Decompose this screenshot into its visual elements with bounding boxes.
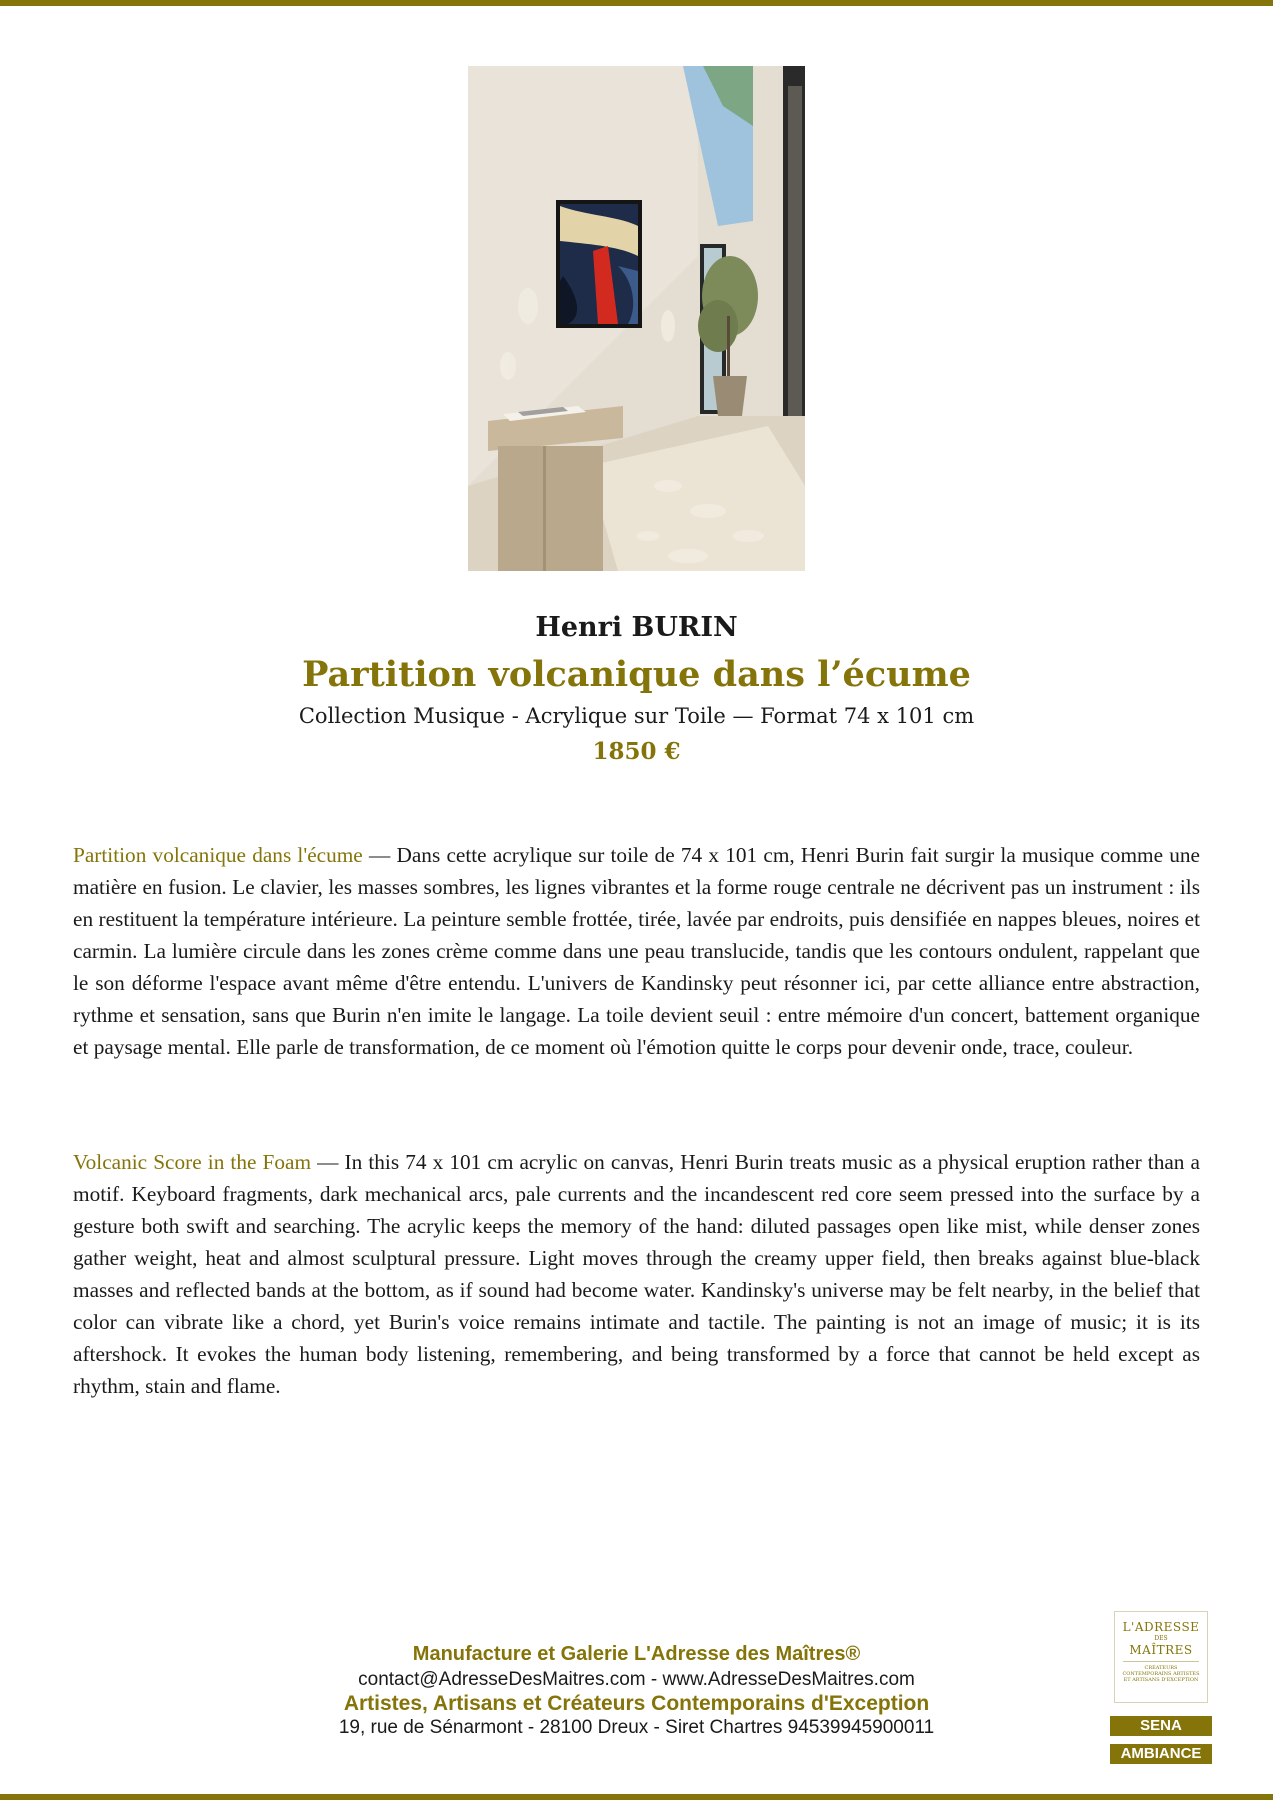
description-french	[73, 839, 1200, 1063]
description-french-lead: Partition volcanique dans l'écume	[73, 843, 363, 867]
description-english-text: — In this 74 x 101 cm acrylic on canvas, Henri Burin treats music as a physical eruption rather than a motif. Keyboard fragments, dark mechanical arcs, pale currents and the incandescent red core seem pressed into the surface by a gesture both swift and searching. The acrylic keeps the memory of the hand: diluted passages open like mist, while denser zones gather weight, heat and almost sculptural pressure. Light moves through the creamy upper field, then breaks against blue-black masses and reflected bands at the bottom, as if sound had become water. Kandinsky's universe may be felt nearby, in the belief that color can vibrate like a chord, yet Burin's voice remains intimate and tactile. The painting is not an image of music; it is its aftershock. It evokes the human body listening, remembering, and being transformed by a force that cannot be held except as rhythm, stain and flame.	[73, 1150, 1200, 1398]
ambiance-badge: AMBIANCE	[1110, 1744, 1212, 1764]
artwork-title: Partition volcanique dans l’écume	[302, 654, 971, 695]
footer-contact: contact@AdresseDesMaitres.com - www.AdresseDesMaitres.com	[358, 1669, 915, 1690]
bottom-border	[0, 1794, 1273, 1800]
description-english-lead: Volcanic Score in the Foam	[73, 1150, 312, 1174]
footer-address: 19, rue de Sénarmont - 28100 Dreux - Siret Chartres 94539945900011	[338, 1717, 935, 1738]
sena-badge: SENA	[1110, 1716, 1212, 1736]
logo-divider	[1123, 1661, 1199, 1662]
artwork-price: 1850 €	[592, 738, 681, 765]
artist-name: Henri BURIN	[535, 612, 738, 643]
logo-line-3: MAÎTRES	[1129, 1643, 1193, 1657]
logo-line-4: CRÉATEURS CONTEMPORAINS ARTISTES ET ARTISANS D'EXCEPTION	[1122, 1665, 1200, 1683]
footer-company: Manufacture et Galerie L'Adresse des Maîtres®	[412, 1643, 861, 1665]
artwork-photo	[468, 66, 805, 571]
artwork-details: Collection Musique - Acrylique sur Toile — Format 74 x 101 cm	[298, 704, 975, 728]
description-english	[73, 1146, 1200, 1402]
logo-line-2: DES	[1154, 1635, 1168, 1642]
footer-tagline: Artistes, Artisans et Créateurs Contemporains d'Exception	[343, 1692, 930, 1715]
top-border	[0, 0, 1273, 6]
gallery-logo	[1114, 1611, 1208, 1703]
logo-line-1: L'ADRESSE	[1122, 1620, 1200, 1634]
interior-scene-illustration	[468, 66, 805, 571]
description-french-text: — Dans cette acrylique sur toile de 74 x 101 cm, Henri Burin fait surgir la musique comme une matière en fusion. Le clavier, les masses sombres, les lignes vibrantes et la forme rouge centrale ne décrivent pas un instrument : ils en restituent la température intérieure. La peinture semble frottée, tirée, lavée par endroits, puis densifiée en nappes bleues, noires et carmin. La lumière circule dans les zones crème comme dans une peau translucide, tandis que les contours ondulent, rappelant que le son déforme l'espace avant même d'être entendu. L'univers de Kandinsky peut résonner ici, par cette alliance entre abstraction, rythme et sensation, sans que Burin n'en imite le langage. La toile devient seuil : entre mémoire d'un concert, battement organique et paysage mental. Elle parle de transformation, de ce moment où l'émotion quitte le corps pour devenir onde, trace, couleur.	[73, 843, 1200, 1059]
